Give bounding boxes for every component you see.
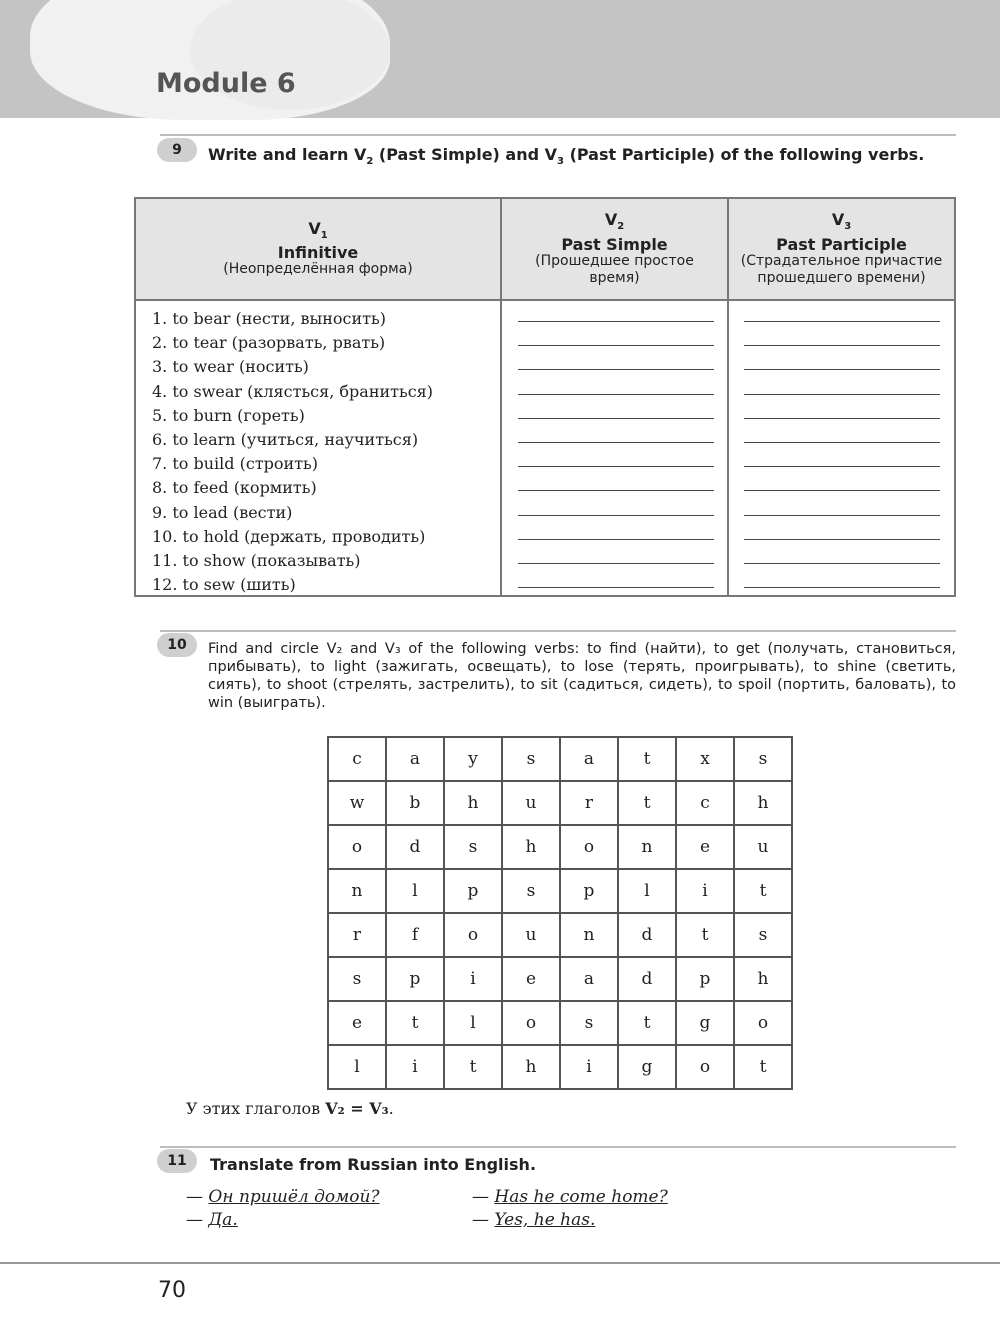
grid-cell[interactable]: p [444, 869, 502, 913]
grid-cell[interactable]: t [618, 737, 676, 781]
grid-cell[interactable]: d [618, 957, 676, 1001]
grid-cell[interactable]: n [560, 913, 618, 957]
grid-cell[interactable]: r [328, 913, 386, 957]
grid-cell[interactable]: x [676, 737, 734, 781]
past-simple-blank[interactable] [518, 394, 714, 395]
past-simple-blank[interactable] [518, 490, 714, 491]
grid-cell[interactable]: t [386, 1001, 444, 1045]
grid-cell[interactable]: o [560, 825, 618, 869]
grid-cell[interactable]: h [734, 781, 792, 825]
list-item: 8. to feed (кормить) [152, 478, 317, 498]
grid-cell[interactable]: l [618, 869, 676, 913]
grid-row [328, 957, 792, 1001]
past-simple-blank[interactable] [518, 418, 714, 419]
past-simple-blank[interactable] [518, 466, 714, 467]
list-item: 3. to wear (носить) [152, 357, 309, 377]
dialog-english-line-1: — Has he come home? [472, 1187, 668, 1207]
past-simple-blank[interactable] [518, 563, 714, 564]
grid-cell[interactable]: r [560, 781, 618, 825]
past-participle-blank[interactable] [744, 466, 940, 467]
verb-table [134, 197, 956, 597]
grid-cell[interactable]: e [676, 825, 734, 869]
grid-cell[interactable]: i [444, 957, 502, 1001]
dialog-russian-line-1: — Он пришёл домой? [186, 1187, 380, 1207]
grid-cell[interactable]: c [676, 781, 734, 825]
list-item: 12. to sew (шить) [152, 575, 296, 595]
exercise10-note: У этих глаголов V₂ = V₃. [186, 1099, 394, 1118]
grid-cell[interactable]: l [386, 869, 444, 913]
list-item: 4. to swear (клясться, браниться) [152, 381, 433, 401]
past-participle-blank[interactable] [744, 515, 940, 516]
grid-cell[interactable]: t [618, 781, 676, 825]
grid-cell[interactable]: u [734, 825, 792, 869]
grid-cell[interactable]: s [444, 825, 502, 869]
past-participle-blank[interactable] [744, 539, 940, 540]
past-participle-blank[interactable] [744, 394, 940, 395]
list-item: 2. to tear (разорвать, рвать) [152, 333, 386, 353]
grid-cell[interactable]: f [386, 913, 444, 957]
exercise10-number: 10 [157, 633, 197, 657]
list-item: 1. to bear (нести, выносить) [152, 309, 386, 328]
grid-cell[interactable]: w [328, 781, 386, 825]
grid-cell[interactable]: d [386, 825, 444, 869]
list-item: 11. to show (показывать) [152, 551, 361, 571]
grid-cell[interactable]: l [444, 1001, 502, 1045]
past-participle-blank[interactable] [744, 442, 940, 443]
past-simple-blank[interactable] [518, 321, 714, 322]
grid-row [328, 913, 792, 957]
grid-cell[interactable]: o [734, 1001, 792, 1045]
list-item: 6. to learn (учиться, научиться) [152, 430, 419, 450]
past-simple-blank[interactable] [518, 587, 714, 588]
grid-cell[interactable]: u [502, 913, 560, 957]
list-item: 7. to build (строить) [152, 454, 319, 474]
grid-cell[interactable]: i [560, 1045, 618, 1089]
header-past-simple: $V_2$ Past Simple (Прошедшее простое время) [535, 210, 694, 286]
grid-cell[interactable]: o [502, 1001, 560, 1045]
past-participle-blank[interactable] [744, 321, 940, 322]
grid-cell[interactable]: s [502, 869, 560, 913]
grid-cell[interactable]: a [386, 737, 444, 781]
grid-cell[interactable]: n [328, 869, 386, 913]
grid-cell[interactable]: o [328, 825, 386, 869]
grid-cell[interactable]: c [328, 737, 386, 781]
exercise10-instruction: Find and circle V₂ and V₃ of the following verbs: to find (найти), to get (получать, становиться, прибывать), to light (зажигать, освещать), to lose (терять, проигрывать), to shine (светить, сиять), to shoot (стрелять, застрелить), to sit (садиться, сидеть), to spoil (портить, баловать), to win (выиграть). [208, 641, 956, 711]
header-band [0, 0, 1000, 118]
grid-cell[interactable]: o [676, 1045, 734, 1089]
grid-cell[interactable]: o [444, 913, 502, 957]
grid-cell[interactable]: p [386, 957, 444, 1001]
past-simple-blank[interactable] [518, 515, 714, 516]
grid-cell[interactable]: a [560, 957, 618, 1001]
grid-cell[interactable]: a [560, 737, 618, 781]
grid-cell[interactable]: d [618, 913, 676, 957]
past-participle-blank[interactable] [744, 369, 940, 370]
grid-cell[interactable]: s [734, 913, 792, 957]
grid-cell[interactable]: e [502, 957, 560, 1001]
grid-cell[interactable]: h [502, 825, 560, 869]
grid-row [328, 869, 792, 913]
exercise10-rule [160, 630, 956, 632]
grid-row [328, 737, 792, 781]
grid-cell[interactable]: t [618, 1001, 676, 1045]
dialog-english-line-2: — Yes, he has. [472, 1210, 596, 1230]
word-search-grid [327, 736, 793, 1090]
grid-row [328, 1001, 792, 1045]
grid-cell[interactable]: e [328, 1001, 386, 1045]
grid-row [328, 781, 792, 825]
grid-cell[interactable]: i [386, 1045, 444, 1089]
header-infinitive: $V_1$ Infinitive (Неопределённая форма) [223, 218, 413, 278]
past-simple-blank[interactable] [518, 539, 714, 540]
past-participle-blank[interactable] [744, 345, 940, 346]
grid-cell[interactable]: b [386, 781, 444, 825]
grid-cell[interactable]: t [734, 869, 792, 913]
grid-cell[interactable]: t [444, 1045, 502, 1089]
grid-cell[interactable]: s [560, 1001, 618, 1045]
list-item: 5. to burn (гореть) [152, 405, 305, 425]
grid-cell[interactable]: t [676, 913, 734, 957]
grid-cell[interactable]: p [560, 869, 618, 913]
module-title: Module 6 [156, 68, 296, 99]
exercise9-number: 9 [157, 138, 197, 162]
exercise11-number: 11 [157, 1149, 197, 1173]
grid-cell[interactable]: t [734, 1045, 792, 1089]
grid-row [328, 1045, 792, 1089]
grid-cell[interactable]: u [502, 781, 560, 825]
exercise9-instruction: Write and learn $V_2$ (Past Simple) and $V_3$ (Past Participle) of the following verbs. [208, 145, 925, 168]
past-participle-blank[interactable] [744, 490, 940, 491]
past-participle-blank[interactable] [744, 587, 940, 588]
exercise11-rule [160, 1146, 956, 1148]
past-simple-blank[interactable] [518, 345, 714, 346]
grid-cell[interactable]: g [676, 1001, 734, 1045]
grid-row [328, 825, 792, 869]
grid-cell[interactable]: l [328, 1045, 386, 1089]
past-simple-blank[interactable] [518, 369, 714, 370]
grid-cell[interactable]: i [676, 869, 734, 913]
grid-cell[interactable]: h [444, 781, 502, 825]
footer-rule [0, 1262, 1000, 1264]
past-simple-blank[interactable] [518, 442, 714, 443]
exercise9-rule [160, 134, 956, 136]
page-number: 70 [158, 1278, 186, 1303]
grid-cell[interactable]: p [676, 957, 734, 1001]
verb-list [152, 307, 433, 597]
grid-cell[interactable]: y [444, 737, 502, 781]
grid-cell[interactable]: g [618, 1045, 676, 1089]
list-item: 10. to hold (держать, проводить) [152, 526, 426, 546]
grid-cell[interactable]: s [328, 957, 386, 1001]
grid-cell[interactable]: s [734, 737, 792, 781]
past-participle-blank[interactable] [744, 563, 940, 564]
grid-cell[interactable]: n [618, 825, 676, 869]
dialog-russian-line-2: — Да. [186, 1210, 238, 1230]
list-item: 9. to lead (вести) [152, 502, 293, 522]
grid-cell[interactable]: h [502, 1045, 560, 1089]
past-participle-blank[interactable] [744, 418, 940, 419]
exercise11-instruction: Translate from Russian into English. [210, 1155, 537, 1174]
grid-cell[interactable]: s [502, 737, 560, 781]
header-past-participle: $V_3$ Past Participle (Страдательное причастие прошедшего времени) [740, 210, 943, 286]
grid-cell[interactable]: h [734, 957, 792, 1001]
